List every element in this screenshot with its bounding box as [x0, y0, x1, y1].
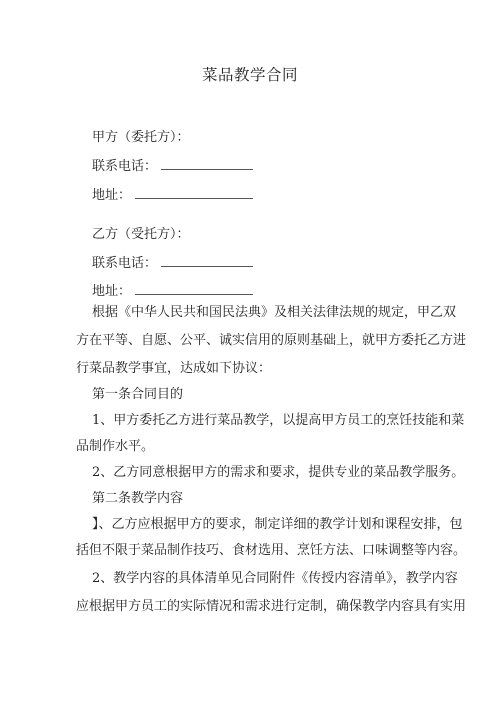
article-1-clause-2: 2、乙方同意根据甲方的需求和要求，提供专业的菜品教学服务。: [92, 465, 465, 480]
party-b-phone-blank: [161, 254, 253, 267]
article-2-clause-2-line: 应根据甲方员工的实际情况和需求进行定制，确保教学内容具有实用: [76, 599, 467, 614]
article-2-clause-1-line: 括但不限于菜品制作技巧、食材选用、烹饪方法、口味调整等内容。: [76, 543, 467, 558]
preamble-line: 行菜品教学事宜，达成如下协议：: [76, 361, 272, 376]
party-b-address-label: 地址：: [92, 284, 132, 299]
article-2-clause-2-line: 2、教学内容的具体清单见合同附件《传授内容清单》，教学内容: [92, 571, 458, 586]
party-a-phone-blank: [161, 157, 253, 170]
preamble-line: 方在平等、自愿、公平、诚实信用的原则基础上，就甲方委托乙方进: [76, 333, 467, 348]
article-1-heading: 第一条合同目的: [92, 387, 184, 402]
party-a-phone-row: [92, 157, 253, 176]
party-a-label: 甲方（委托方）：: [92, 130, 190, 145]
party-a-address-row: [92, 186, 253, 205]
article-2-clause-1-line: 】、乙方应根据甲方的要求，制定详细的教学计划和课程安排，包: [92, 517, 463, 532]
party-b-phone-row: [92, 254, 253, 273]
article-1-clause-1-line: 品制作水平。: [76, 439, 155, 454]
preamble-line: 根据《中华人民共和国民法典》及相关法律法规的规定，甲乙双: [92, 305, 457, 320]
party-b-address-row: [92, 282, 253, 301]
party-a-address-blank: [135, 186, 253, 199]
party-a-address-label: 地址：: [92, 188, 132, 203]
article-1-clause-1-line: 1、甲方委托乙方进行菜品教学，以提高甲方员工的烹饪技能和菜: [92, 413, 465, 428]
party-b-label: 乙方（受托方）：: [92, 227, 190, 242]
party-b-address-blank: [135, 282, 253, 295]
document-title: 菜品教学合同: [201, 66, 298, 84]
party-a-phone-label: 联系电话：: [92, 159, 158, 174]
party-b-phone-label: 联系电话：: [92, 256, 158, 271]
article-2-heading: 第二条教学内容: [92, 491, 184, 506]
